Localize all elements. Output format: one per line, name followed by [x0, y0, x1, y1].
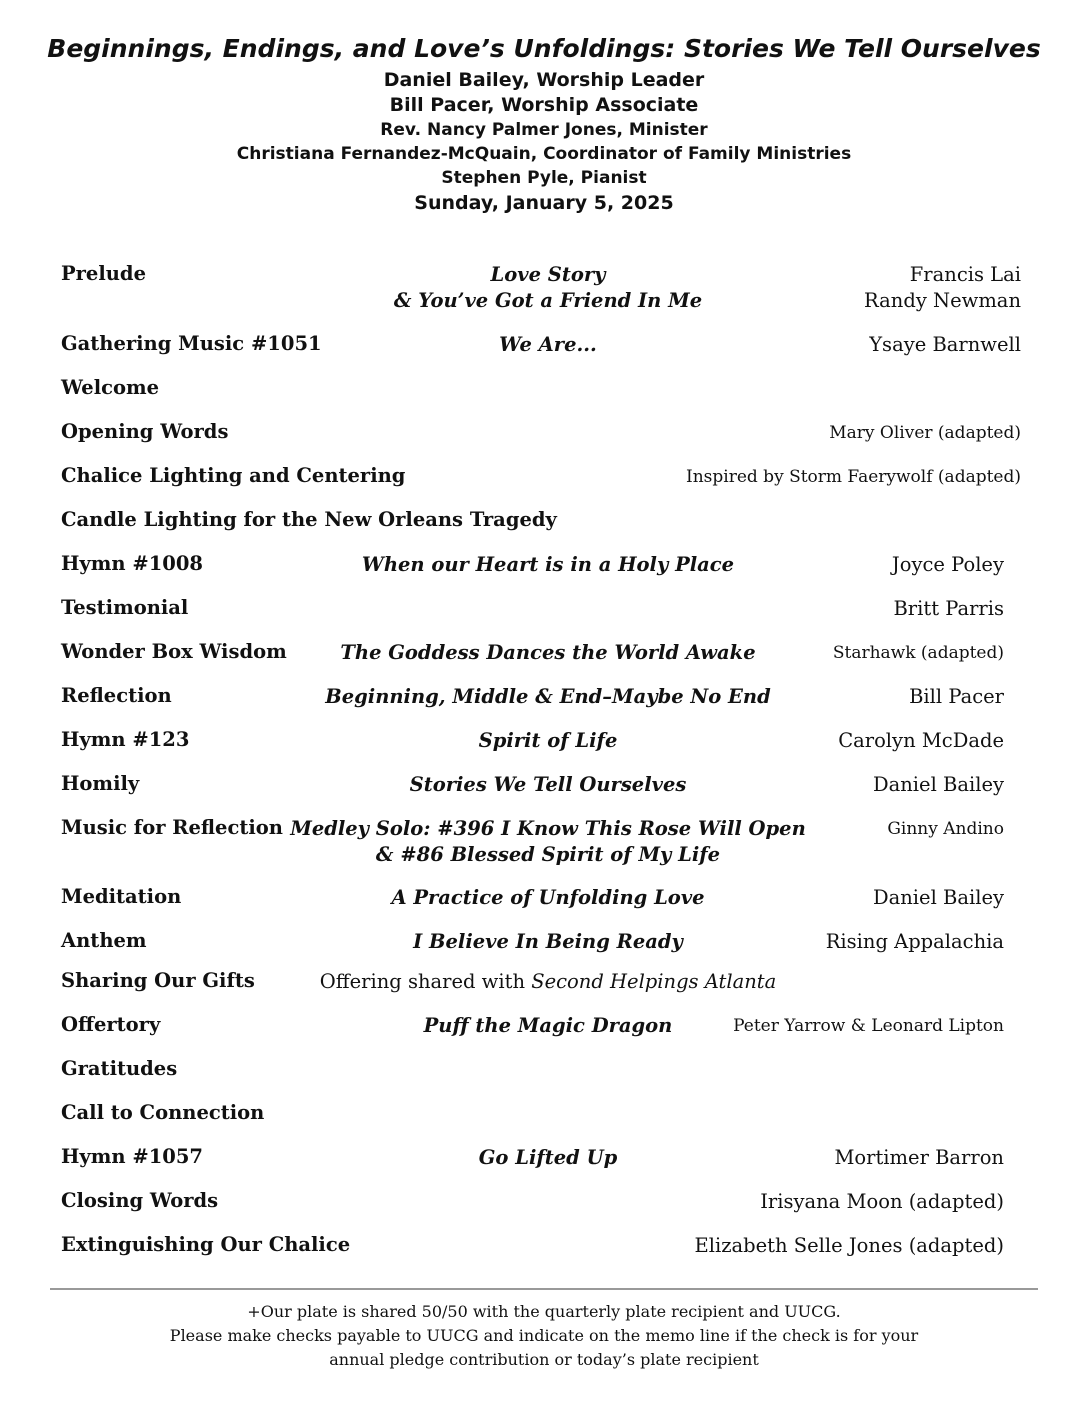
item-credit: Joyce Poley: [891, 553, 1004, 576]
order-item-gratitudes: [61, 1057, 1021, 1087]
item-label: Hymn #1057: [61, 1145, 203, 1168]
order-item-hymn-1057: [61, 1145, 1021, 1175]
service-date: Sunday, January 5, 2025: [414, 192, 674, 214]
order-item-meditation: [61, 885, 1021, 915]
item-title: Beginning, Middle & End–Maybe No End: [325, 685, 771, 708]
plate-note-line: +Our plate is shared 50/50 with the quarterly plate recipient and UUCG.: [247, 1302, 841, 1321]
item-credit: Bill Pacer: [909, 685, 1004, 708]
item-credit: Daniel Bailey: [872, 886, 1004, 909]
item-credit: Ysaye Barnwell: [869, 333, 1021, 356]
order-item-homily: [61, 772, 1021, 802]
item-label: Chalice Lighting and Centering: [61, 464, 406, 487]
item-credit: Inspired by Storm Faerywolf (adapted): [686, 467, 1021, 487]
item-credit: Elizabeth Selle Jones (adapted): [694, 1234, 1004, 1257]
pianist: Stephen Pyle, Pianist: [441, 168, 647, 188]
item-title: Puff the Magic Dragon: [423, 1014, 673, 1037]
order-item-welcome: [61, 376, 1021, 406]
item-label: Offertory: [61, 1013, 161, 1036]
worship-associate: Bill Pacer, Worship Associate: [389, 94, 699, 116]
item-title: I Believe In Being Ready: [413, 930, 683, 953]
order-item-hymn-1008: [61, 552, 1021, 582]
item-credit: Rising Appalachia: [825, 930, 1004, 953]
item-label: Reflection: [61, 684, 172, 707]
order-item-extinguishing-chalice: [61, 1233, 1021, 1263]
item-label: Candle Lighting for the New Orleans Tragedy: [61, 508, 557, 531]
item-label: Hymn #123: [61, 728, 190, 751]
item-label: Music for Reflection: [61, 816, 283, 839]
service-title: Beginnings, Endings, and Love’s Unfoldings: Stories We Tell Ourselves: [47, 34, 1041, 63]
item-label: Gratitudes: [61, 1057, 178, 1080]
item-title: The Goddess Dances the World Awake: [340, 641, 756, 664]
worship-leader: Daniel Bailey, Worship Leader: [383, 69, 705, 91]
order-item-offertory: [61, 1013, 1021, 1043]
order-item-reflection: [61, 684, 1021, 714]
item-credit: Peter Yarrow & Leonard Lipton: [733, 1016, 1004, 1036]
item-title: Stories We Tell Ourselves: [409, 773, 687, 796]
item-title: When our Heart is in a Holy Place: [361, 553, 735, 576]
item-label: Extinguishing Our Chalice: [61, 1233, 351, 1256]
plate-note-line: Please make checks payable to UUCG and indicate on the memo line if the check is for your: [169, 1326, 919, 1345]
item-label: Testimonial: [61, 596, 189, 619]
order-item-closing-words: [61, 1189, 1021, 1219]
order-item-hymn-123: [61, 728, 1021, 758]
plate-note: [0, 1300, 1088, 1372]
item-label: Prelude: [61, 262, 146, 285]
order-item-wonder-box: [61, 640, 1021, 670]
plate-note-line: annual pledge contribution or today’s plate recipient: [329, 1350, 759, 1369]
footer-divider: [50, 1288, 1038, 1290]
item-credit: Daniel Bailey: [872, 773, 1004, 796]
item-label: Hymn #1008: [61, 552, 203, 575]
item-credit: Mortimer Barron: [834, 1146, 1004, 1169]
order-item-opening-words: [61, 420, 1021, 450]
program-header: [0, 30, 1088, 216]
item-credit: Ginny Andino: [887, 819, 1004, 839]
minister: Rev. Nancy Palmer Jones, Minister: [380, 120, 708, 140]
item-label: Call to Connection: [61, 1101, 265, 1124]
item-label: Anthem: [61, 929, 147, 952]
family-coordinator: Christiana Fernandez-McQuain, Coordinator of Family Ministries: [236, 144, 852, 164]
item-label: Opening Words: [61, 420, 229, 443]
item-label: Meditation: [61, 885, 182, 908]
order-item-anthem: [61, 929, 1021, 959]
item-title: Spirit of Life: [478, 729, 618, 752]
order-item-call-to-connection: [61, 1101, 1021, 1131]
item-title: Love Story & You’ve Got a Friend In Me: [393, 263, 703, 312]
item-label: Homily: [61, 772, 140, 795]
item-title: A Practice of Unfolding Love: [391, 886, 705, 909]
item-credit: Carolyn McDade: [838, 729, 1004, 752]
item-credit: Britt Parris: [893, 597, 1004, 620]
order-item-sharing-gifts: [61, 969, 1021, 999]
item-title: We Are...: [499, 333, 597, 356]
item-label: Welcome: [61, 376, 160, 399]
order-item-gathering-music: [61, 332, 1021, 362]
item-note: Offering shared with Second Helpings Atlanta: [319, 970, 777, 993]
item-label: Gathering Music #1051: [61, 332, 322, 355]
order-item-music-for-reflection: [61, 816, 1021, 872]
item-title: Medley Solo: #396 I Know This Rose Will Open & #86 Blessed Spirit of My Life: [290, 817, 806, 866]
order-item-candle-lighting: [61, 508, 1021, 538]
item-label: Sharing Our Gifts: [61, 969, 255, 992]
item-credit: Francis Lai Randy Newman: [864, 263, 1021, 312]
order-item-prelude: [61, 262, 1021, 318]
order-item-testimonial: [61, 596, 1021, 626]
order-item-chalice-lighting: [61, 464, 1021, 494]
item-credit: Irisyana Moon (adapted): [760, 1190, 1004, 1213]
item-credit: Starhawk (adapted): [832, 643, 1004, 663]
item-title: Go Lifted Up: [478, 1146, 618, 1169]
item-label: Closing Words: [61, 1189, 219, 1212]
item-credit: Mary Oliver (adapted): [829, 423, 1021, 443]
item-label: Wonder Box Wisdom: [61, 640, 287, 663]
